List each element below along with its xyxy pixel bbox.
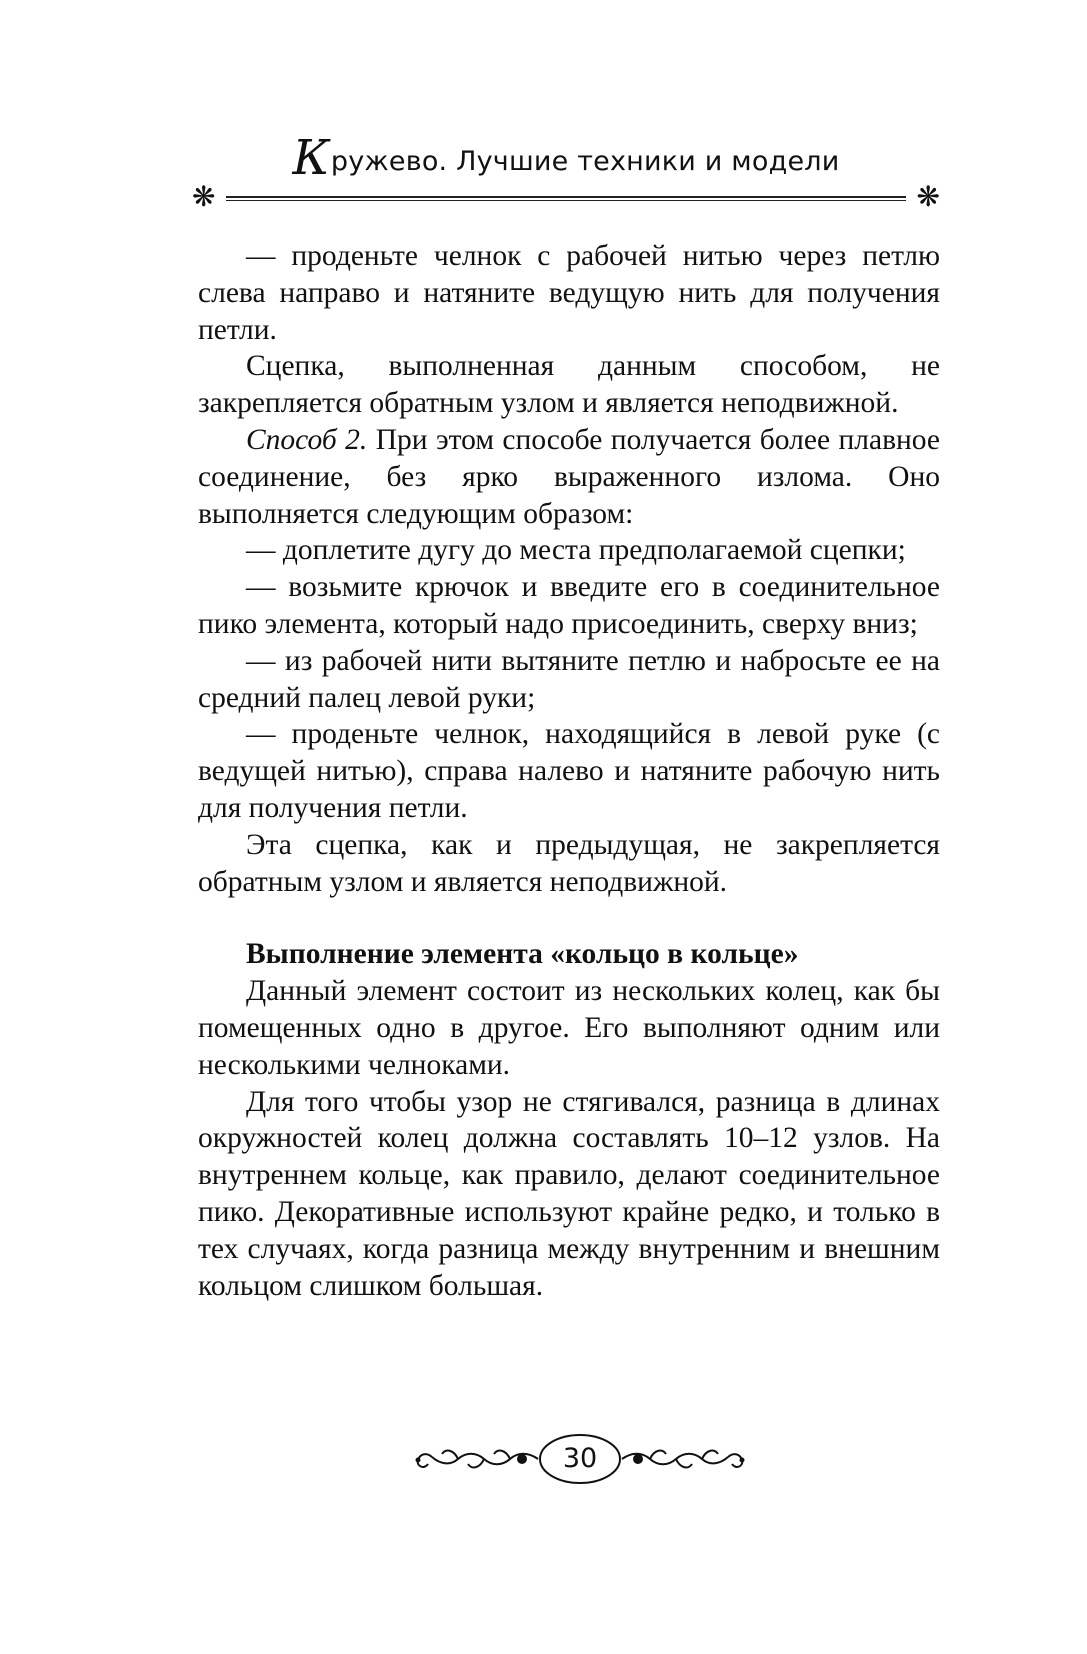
paragraph: Для того чтобы узор не стягивался, разница в длинах окружностей колец должна составлять 10–12 узлов. На внутреннем кольце, как правило, делают соединительное пико. Декоративные используют крайне редко, и только в тех случаях, когда разница между внутренним и внешним кольцом слишком большая. (198, 1085, 940, 1302)
paragraph: Данный элемент состоит из нескольких колец, как бы помещенных одно в другое. Его выполняют одним или несколькими челноками. (198, 975, 940, 1081)
method-label: Способ 2. (246, 423, 368, 456)
page-body (198, 238, 940, 1304)
book-title-text: ружево. Лучшие техники и модели (330, 146, 840, 177)
paragraph-text: При этом способе получается более плавное соединение, без ярко выраженного излома. Оно выполняется следующим образом: (198, 423, 940, 530)
header-rule-line (226, 196, 906, 198)
paragraph: Эта сцепка, как и предыдущая, не закрепляется обратным узлом и является неподвижной. (198, 828, 940, 898)
snowflake-ornament-icon: ❋ (916, 180, 940, 213)
paragraph: — возьмите крючок и введите его в соединительное пико элемента, который надо присоединить, сверху вниз; (198, 571, 940, 640)
paragraph: — проденьте челнок с рабочей нитью через петлю слева направо и натяните ведущую нить для получения петли. (198, 240, 940, 346)
paragraph (198, 422, 940, 532)
header-rule (190, 180, 942, 213)
section-gap (198, 900, 940, 936)
section-heading: Выполнение элемента «кольцо в кольце» (246, 938, 799, 971)
running-header (190, 130, 942, 213)
paragraph: — проденьте челнок, находящийся в левой руке (с ведущей нитью), справа налево и натяните рабочую нить для получения петли. (198, 718, 940, 824)
snowflake-ornament-icon: ❋ (192, 180, 216, 213)
header-rule-line-thin (226, 200, 906, 201)
paragraph: Сцепка, выполненная данным способом, не закрепляется обратным узлом и является неподвижной. (198, 350, 940, 420)
book-title (190, 130, 942, 186)
page-number: 30 (562, 1443, 598, 1474)
book-title-initial: К (292, 130, 330, 186)
paragraph: — доплетите дугу до места предполагаемой сцепки; (246, 534, 906, 567)
paragraph: — из рабочей нити вытяните петлю и набросьте ее на средний палец левой руки; (198, 644, 940, 714)
page-number-ornament (410, 1430, 750, 1490)
